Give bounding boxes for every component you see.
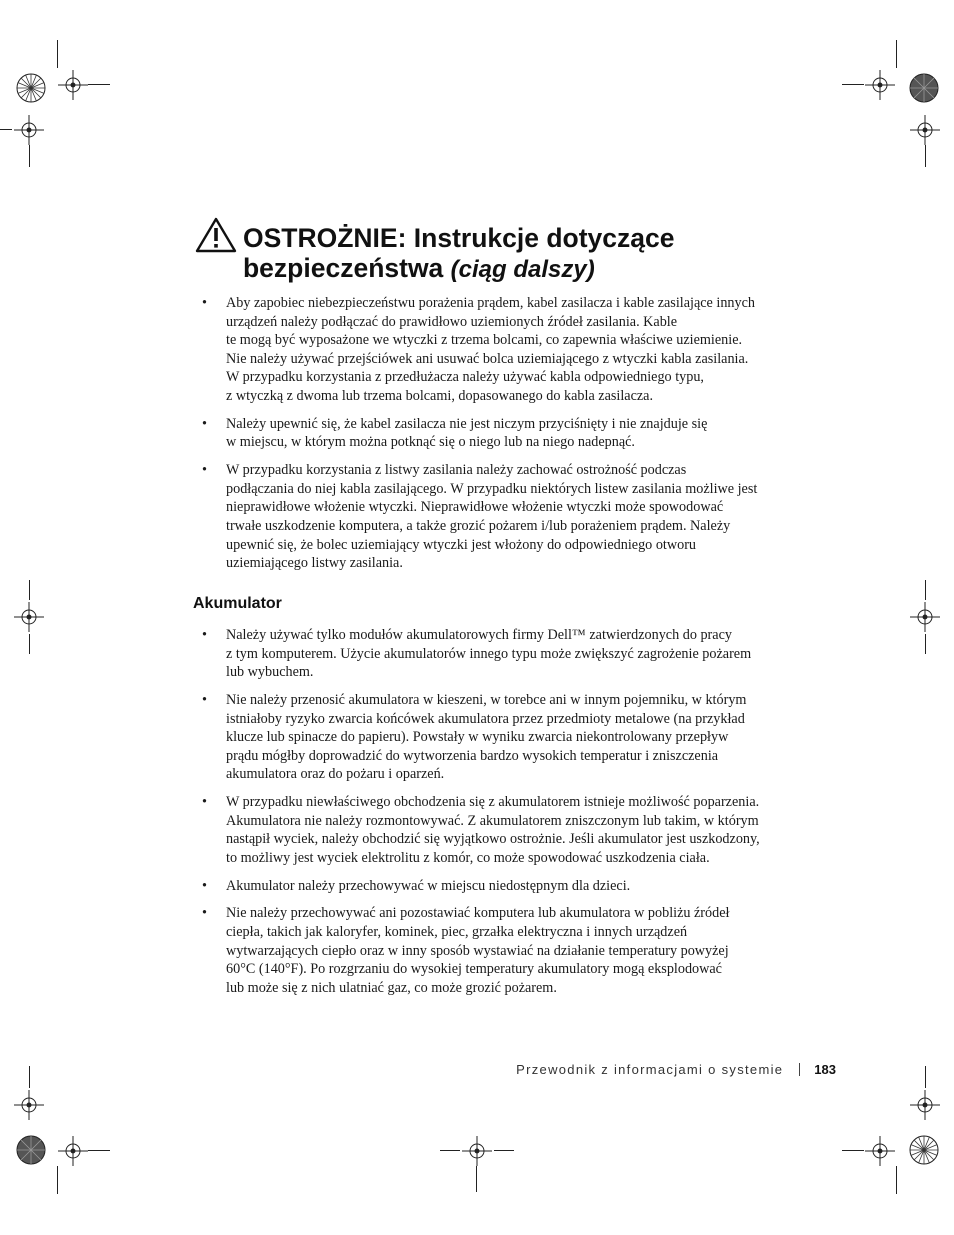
- bullet: •: [202, 877, 207, 894]
- bullet: •: [202, 415, 207, 432]
- title-main: OSTROŻNIE: Instrukcje dotyczące bezpieczeństwa: [243, 223, 675, 283]
- list-item: • Nie należy przechowywać ani pozostawiać komputera lub akumulatora w pobliżu źródeł ciepła, takich jak kaloryfer, kominek, piec, grzałka elektryczna i innych urządzeń wytwarzających ciepło oraz w inny sposób wystawiać na działanie temperatury powyżej 60°C (140°F). Po rozgrzaniu do wysokiej temperatury akumulatory mogą eksplodować lub może się z nich ulatniać gaz, co może grozić pożarem.: [202, 905, 730, 996]
- registration-target-icon: [908, 1134, 940, 1166]
- registration-target-icon: [15, 1134, 47, 1166]
- bullet: •: [202, 691, 207, 708]
- list-item: • Należy używać tylko modułów akumulatorowych firmy Dell™ zatwierdzonych do pracy z tym komputerem. Użycie akumulatorów innego typu może zwiększyć zagrożenie pożarem lub wybuchem.: [202, 627, 752, 681]
- bullet: •: [202, 295, 207, 311]
- page-footer: [516, 1062, 836, 1077]
- list-item: • Akumulator należy przechowywać w miejscu niedostępnym dla dzieci.: [202, 877, 631, 894]
- crosshair-mark-icon: [865, 1136, 895, 1166]
- bullet: •: [202, 462, 207, 479]
- bullet: •: [202, 794, 207, 811]
- crosshair-mark-icon: [910, 602, 940, 632]
- crosshair-mark-icon: [14, 1090, 44, 1120]
- bullet: •: [202, 627, 207, 643]
- list-item: • Aby zapobiec niebezpieczeństwu porażenia prądem, kabel zasilacza i kable zasilające innych urządzeń należy podłączać do prawidłowo uziemionych źródeł zasilania. Kable te mogą być wyposażone we wtyczki z trzema bolcami, co zapewnia właściwe uziemienie. Nie należy używać przejściówek ani usuwać bolca uziemiającego z wtyczki kabla zasilania. W przypadku korzystania z przedłużacza należy używać kabla odpowiedniego typu, z wtyczką z dwoma lub trzema bolcami, dopasowanego do kabla zasilacza.: [202, 295, 755, 404]
- title-continued: (ciąg dalszy): [450, 256, 595, 283]
- list-item: • Nie należy przenosić akumulatora w kieszeni, w torebce ani w innym pojemniku, w którym istniałoby ryzyko zwarcia końcówek akumulatora przez przedmioty metalowe (na przykład klucze lub spinacze do papieru). Powstały w wyniku zwarcia niekontrolowany przepływ prądu mógłby doprowadzić do wytworzenia bardzo wysokich temperatur i zniszczenia akumulatora oraz do pożaru i oparzeń.: [202, 691, 747, 783]
- safety-list-power: [200, 294, 802, 582]
- crosshair-mark-icon: [910, 115, 940, 145]
- crosshair-mark-icon: [910, 1090, 940, 1120]
- crosshair-mark-icon: [58, 1136, 88, 1166]
- crosshair-mark-icon: [14, 115, 44, 145]
- page-title: [243, 223, 843, 285]
- bullet: •: [202, 905, 207, 922]
- crosshair-mark-icon: [865, 70, 895, 100]
- list-item: • W przypadku korzystania z listwy zasilania należy zachować ostrożność podczas podłączania do niej kabla zasilającego. W przypadku niektórych listew zasilania możliwe jest nieprawidłowe włożenie wtyczki. Nieprawidłowe włożenie wtyczki może spowodować trwałe uszkodzenie komputera, a także grozić pożarem i/lub porażeniem prądem. Należy upewnić się, że bolec uziemiający wtyczki jest włożony do odpowiedniego otworu uziemiającego listwy zasilania.: [202, 462, 758, 572]
- guide-name: Przewodnik z informacjami o systemie: [516, 1062, 784, 1077]
- section-heading-battery: Akumulator: [193, 595, 282, 612]
- crosshair-mark-icon: [58, 70, 88, 100]
- list-item: • W przypadku niewłaściwego obchodzenia się z akumulatorem istnieje możliwość poparzenia. Akumulatora nie należy rozmontowywać. Z akumulatorem zniszczonym lub takim, w którym nastąpił wyciek, należy obchodzić się wyjątkowo ostrożnie. Jeśli akumulator jest uszkodzony, to możliwy jest wyciek elektrolitu z komór, co może spowodować uszkodzenia ciała.: [202, 794, 760, 866]
- crosshair-mark-icon: [462, 1136, 492, 1166]
- registration-target-icon: [908, 72, 940, 104]
- list-item: • Należy upewnić się, że kabel zasilacza nie jest niczym przyciśnięty i nie znajduje się w miejscu, w którym można potknąć się o niego lub na niego nadepnąć.: [202, 415, 708, 451]
- warning-triangle-icon: [195, 217, 237, 253]
- page-number: 183: [814, 1062, 836, 1077]
- footer-divider: [799, 1063, 800, 1076]
- registration-target-icon: [15, 72, 47, 104]
- safety-list-battery: [200, 626, 802, 1007]
- crosshair-mark-icon: [14, 602, 44, 632]
